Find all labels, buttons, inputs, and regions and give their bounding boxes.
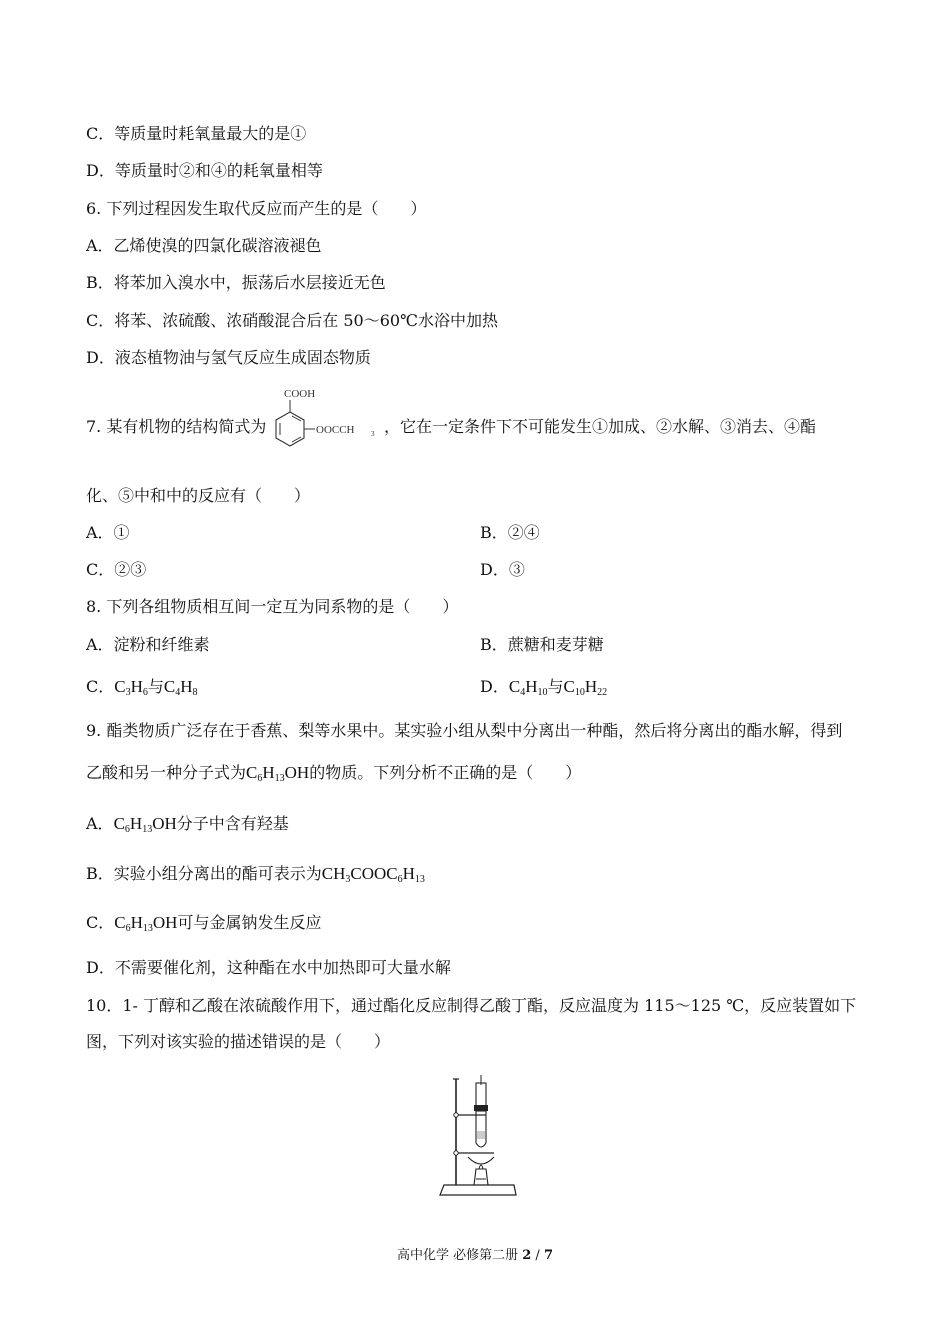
formula-c4h10: $C_4H_{10}$ xyxy=(508,677,548,698)
q9-option-b-label: B．实验小组分离出的酯可表示为 xyxy=(86,864,322,883)
q7-stem-continued: 化、⑤中和中的反应有（ ） xyxy=(86,486,311,505)
q5-option-c: C．等质量时耗氧量最大的是① xyxy=(86,124,307,143)
q9-option-c-text: 可与金属钠发生反应 xyxy=(177,913,322,932)
q9-option-a-label: A． xyxy=(86,814,114,833)
q9-option-a xyxy=(86,813,289,835)
q7-option-b: B．②④ xyxy=(480,523,540,542)
svg-text:3: 3 xyxy=(371,430,375,438)
page-footer xyxy=(0,1247,950,1265)
footer-page-number: 2 xyxy=(522,1248,532,1263)
q9-option-d: D．不需要催化剂，这种酯在水中加热即可大量水解 xyxy=(86,958,451,977)
q9-option-c-label: C． xyxy=(86,913,115,932)
formula-c6h13oh-c: $C_6H_{13}OH$ xyxy=(114,913,178,934)
q10-stem-line1: 10．1- 丁醇和乙酸在浓硫酸作用下，通过酯化反应制得乙酸丁酯，反应温度为 115～125 ℃，反应装置如下 xyxy=(86,996,857,1015)
q8-option-c-label: C． xyxy=(86,677,115,696)
q5-option-d: D．等质量时②和④的耗氧量相等 xyxy=(86,161,323,180)
q9-option-b xyxy=(86,863,425,885)
q7-stem-start: 7. 某有机物的结构简式为 xyxy=(86,417,267,436)
formula-c6h13oh-a: $C_6H_{13}OH$ xyxy=(113,814,177,835)
q8-option-d-and: 与 xyxy=(547,677,564,696)
q8-option-c-and: 与 xyxy=(147,677,164,696)
q6-option-d: D．液态植物油与氢气反应生成固态物质 xyxy=(86,348,371,367)
q8-option-d-label: D． xyxy=(480,677,509,696)
formula-ester: $CH_3COOC_6H_{13}$ xyxy=(321,864,425,885)
q8-option-c xyxy=(86,676,198,698)
q7-option-d: D．③ xyxy=(480,560,525,579)
structure-formula-image xyxy=(268,383,378,469)
footer-separator: / xyxy=(531,1248,544,1263)
q6-stem: 6. 下列过程因发生取代反应而产生的是（ ） xyxy=(86,199,427,218)
formula-c3h6: $C_3H_6$ xyxy=(114,677,148,698)
q6-option-a: A．乙烯使溴的四氯化碳溶液褪色 xyxy=(86,236,322,255)
q9-option-c xyxy=(86,912,321,934)
q9-stem-pre: 乙酸和另一种分子式为 xyxy=(86,763,247,782)
q8-option-b: B．蔗糖和麦芽糖 xyxy=(480,635,604,654)
q6-option-b: B．将苯加入溴水中，振荡后水层接近无色 xyxy=(86,273,386,292)
q9-stem-line1: 9. 酯类物质广泛存在于香蕉、梨等水果中。某实验小组从梨中分离出一种酯，然后将分离出的酯水解，得到 xyxy=(86,721,843,740)
svg-text:COOH: COOH xyxy=(284,388,316,400)
q8-option-d xyxy=(480,676,607,698)
q9-option-a-text: 分子中含有羟基 xyxy=(176,814,289,833)
q7-option-c: C．②③ xyxy=(86,560,147,579)
svg-text:OOCCH: OOCCH xyxy=(316,424,355,436)
q9-stem-line2 xyxy=(86,762,581,784)
q7-option-a: A．① xyxy=(86,523,130,542)
formula-c6h13oh: $C_6H_{13}OH$ xyxy=(246,763,310,784)
q7-stem-end: ，它在一定条件下不可能发生①加成、②水解、③消去、④酯 xyxy=(384,417,817,436)
footer-page-total: 7 xyxy=(543,1248,553,1263)
q6-option-c: C．将苯、浓硫酸、浓硝酸混合后在 50～60℃水浴中加热 xyxy=(86,311,498,330)
formula-c10h22: $C_{10}H_{22}$ xyxy=(563,677,608,698)
footer-course: 高中化学 必修第二册 xyxy=(396,1248,523,1263)
reaction-apparatus-image xyxy=(438,1075,518,1200)
q9-stem-post: 的物质。下列分析不正确的是（ ） xyxy=(309,763,582,782)
formula-c4h8: $C_4H_8$ xyxy=(163,677,198,698)
q8-option-a: A．淀粉和纤维素 xyxy=(86,635,210,654)
q8-stem: 8. 下列各组物质相互间一定互为同系物的是（ ） xyxy=(86,597,459,616)
q10-stem-line2: 图，下列对该实验的描述错误的是（ ） xyxy=(86,1032,391,1051)
